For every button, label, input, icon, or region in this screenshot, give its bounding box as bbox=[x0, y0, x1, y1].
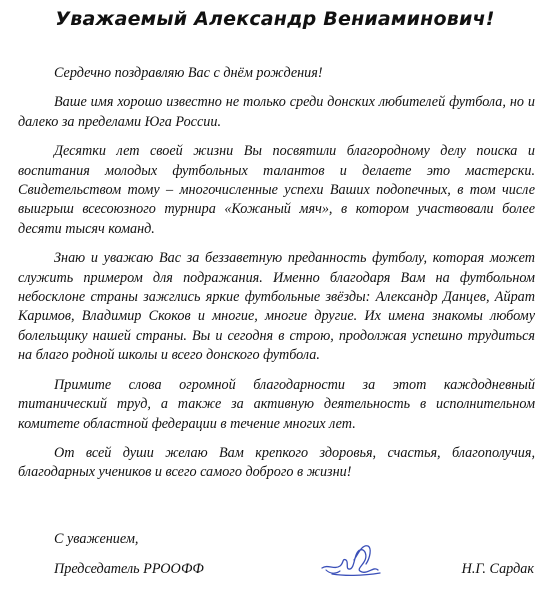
letter-title: Уважаемый Александр Вениаминович! bbox=[55, 8, 495, 30]
paragraph-fame: Ваше имя хорошо известно не только среди донских любителей футбола, но и далеко за пределами Юга России. bbox=[18, 94, 535, 130]
closing-phrase: С уважением, bbox=[54, 531, 139, 547]
paragraph-devotion: Знаю и уважаю Вас за беззаветную преданность футболу, которая может служить примером для подражания. Именно благодаря Вам на футбольном небосклоне страны зажглись яркие футбольные звёзды: Александр Данцев, Айрат Каримов, Владимир Скоков и многие, многие другие. Их имена знакомы любому болельщику нашей страны. Вы и сегодня в строю, продолжая успешно трудиться на благо родной школы и всего донского футбола. bbox=[18, 250, 535, 364]
paragraph-greeting: Сердечно поздравляю Вас с днём рождения! bbox=[54, 65, 323, 81]
letter-body bbox=[18, 64, 535, 493]
handwritten-signature bbox=[318, 540, 384, 582]
paragraph-career: Десятки лет своей жизни Вы посвятили благородному делу поиска и воспитания молодых футбольных талантов и делаете это мастерски. Свидетельством тому – многочисленные успехи Ваших подопечных, в том числе выигрыш всесоюзного турнира «Кожаный мяч», в котором участвовали более десяти тысяч команд. bbox=[18, 143, 535, 237]
signer-name: Н.Г. Сардак bbox=[461, 561, 534, 577]
paragraph-gratitude: Примите слова огромной благодарности за этот каждодневный титанический труд, а также за активную деятельность в исполнительном комитете областной федерации в течение многих лет. bbox=[18, 376, 535, 432]
signer-position: Председатель РРООФФ bbox=[54, 561, 204, 577]
paragraph-wishes: От всей души желаю Вам крепкого здоровья, счастья, благополучия, благодарных учеников и всего самого доброго в жизни! bbox=[18, 444, 535, 481]
